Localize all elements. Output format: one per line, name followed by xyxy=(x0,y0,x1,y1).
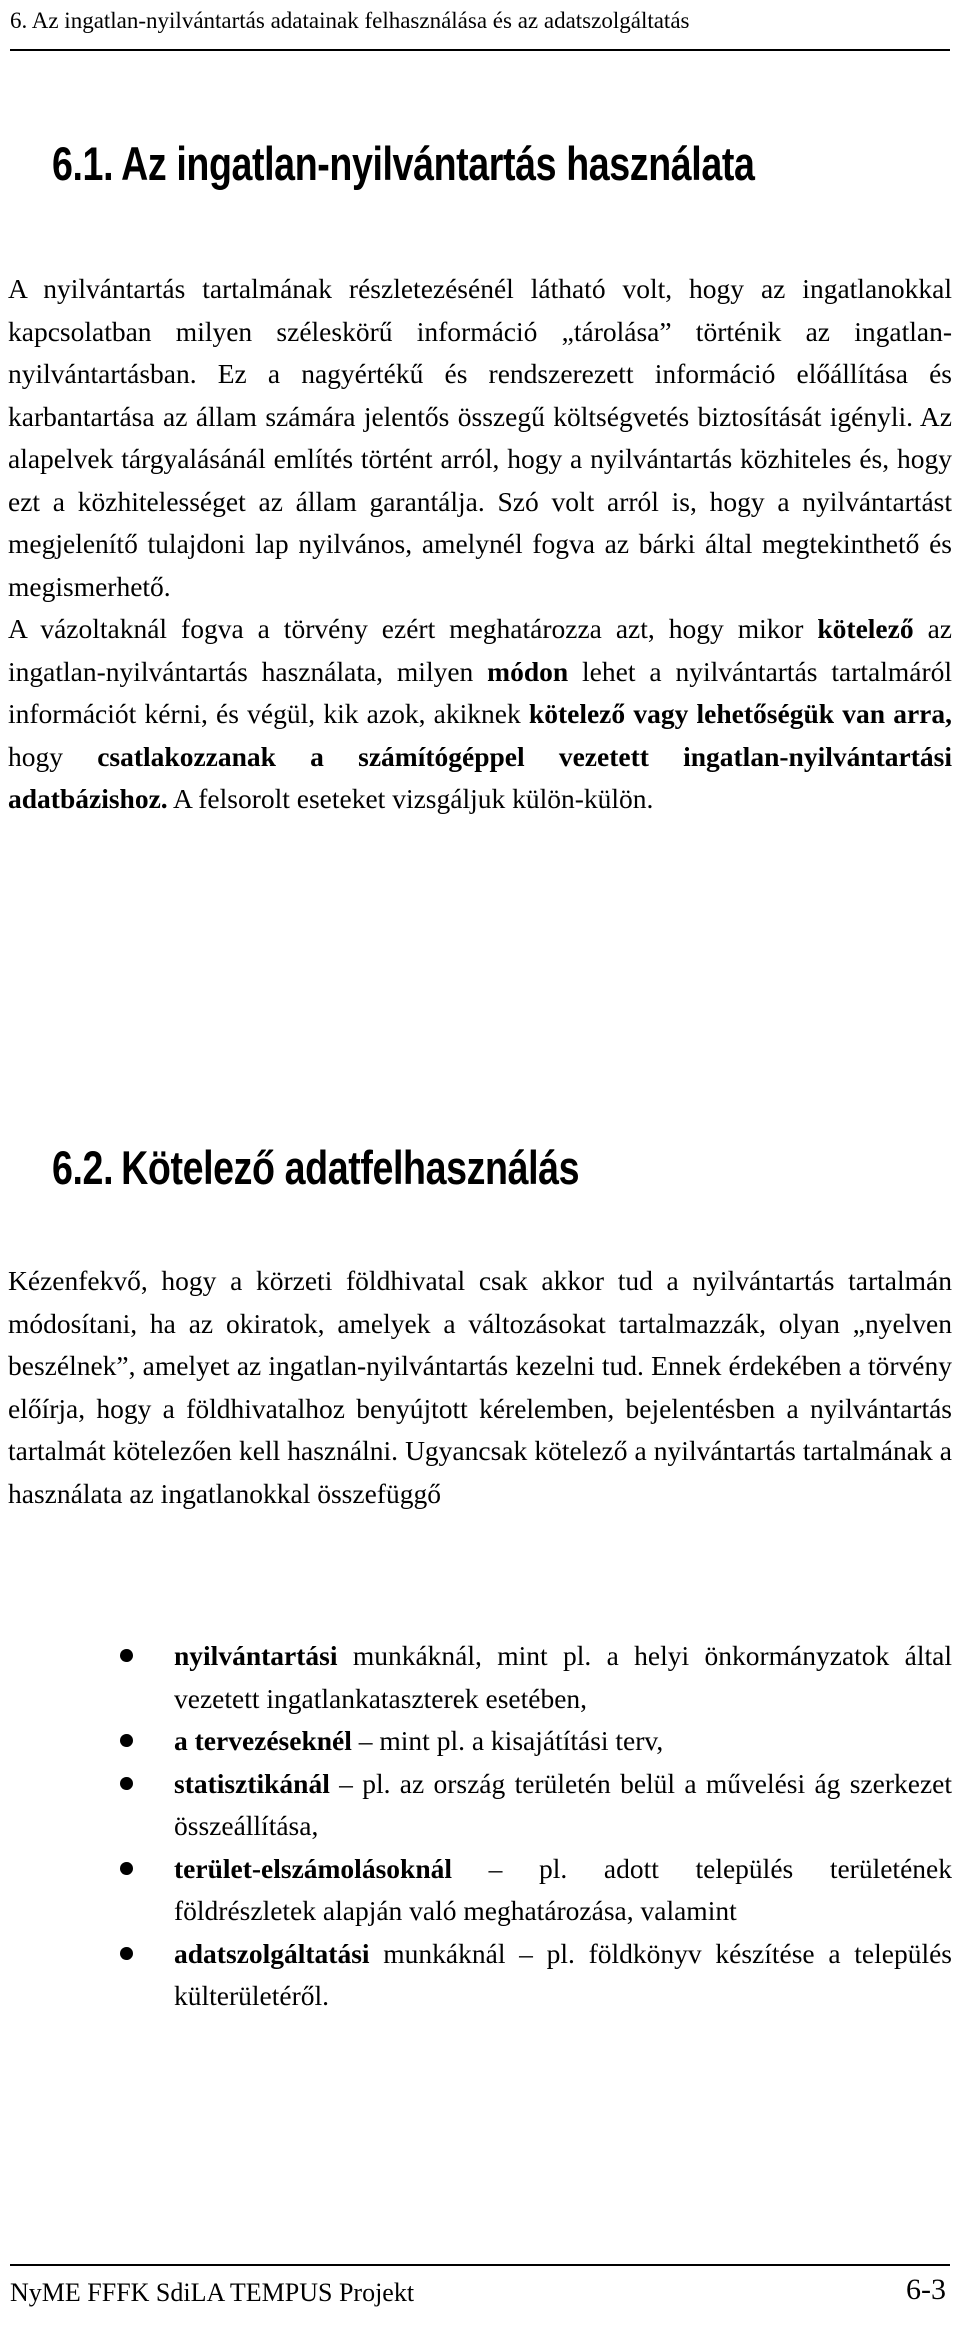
text-run: A felsorolt eseteket vizsgáljuk külön-külön. xyxy=(167,783,654,814)
section-heading-6-2 xyxy=(52,1140,579,1196)
text-run: hogy xyxy=(8,740,98,772)
emphasis: kötelező xyxy=(817,613,914,644)
bullet-icon xyxy=(120,1649,133,1662)
list-item-term: statisztikánál xyxy=(174,1767,330,1799)
list-item xyxy=(8,1720,952,1763)
footer-rule xyxy=(10,2264,950,2266)
text-run: az ingatlan-nyilvántartás használata, milyen xyxy=(8,613,952,687)
paragraph-1: A nyilvántartás tartalmának részletezésénél látható volt, hogy az ingatlanokkal kapcsolatban milyen széleskörű információ „tárolása” történik az ingatlan-nyilvántartásban. Ez a nagyértékű és rendszerezett információ előállítása és karbantartása az állam számára jelentős összegű költségvetés biztosítását igényli. Az alapelvek tárgyalásánál említés történt arról, hogy a nyilvántartás közhiteles és, hogy ezt a közhitelességet az állam garantálja. Szó volt arról is, hogy a nyilvántartást megjelenítő tulajdoni lap nyilvános, amelynél fogva az bárki által megtekinthető és megismerhető. xyxy=(8,273,952,602)
text-run: lehet a nyilvántartás tartalmáról információt kérni, és végül, kik azok, akiknek xyxy=(8,655,952,729)
section-title-text: Az ingatlan-nyilvántartás használata xyxy=(121,137,755,190)
section-number: 6.1. xyxy=(52,137,114,190)
list-item-text: – pl. az ország területén belül a művelési ág szerkezet összeállítása, xyxy=(174,1767,952,1841)
section-heading-6-1 xyxy=(52,136,754,192)
section-6-1-body xyxy=(8,268,952,821)
list-item-term: nyilvántartási xyxy=(174,1640,338,1671)
text-run: A vázoltaknál fogva a törvény ezért meghatározza azt, hogy mikor xyxy=(8,613,818,644)
list-item xyxy=(8,1933,952,2018)
bullet-icon xyxy=(120,1777,133,1790)
header-rule xyxy=(10,49,950,51)
list-item-text: – mint pl. a kisajátítási terv, xyxy=(351,1725,664,1756)
bullet-icon xyxy=(120,1947,133,1960)
section-title-text: Kötelező adatfelhasználás xyxy=(121,1141,580,1194)
bullet-icon xyxy=(120,1862,133,1875)
list-item xyxy=(8,1848,952,1933)
list-item-text: munkáknál – pl. földkönyv készítése a település külterületéről. xyxy=(174,1937,952,2011)
list-item-term: a tervezéseknél xyxy=(174,1725,352,1756)
bullet-icon xyxy=(120,1734,133,1747)
emphasis: kötelező vagy lehetőségük van arra, xyxy=(528,698,953,729)
usage-list xyxy=(8,1635,952,2018)
emphasis: módon xyxy=(487,655,569,687)
footer-project: NyME FFFK SdiLA TEMPUS Projekt xyxy=(10,2278,415,2307)
page-number: 6-3 xyxy=(906,2273,946,2306)
section-number: 6.2. xyxy=(52,1141,114,1194)
list-item xyxy=(8,1635,952,1720)
emphasis: csatlakozzanak a számítógéppel vezetett ingatlan-nyilvántartási adatbázishoz. xyxy=(8,740,953,814)
list-item xyxy=(8,1763,952,1848)
list-item-text: munkáknál, mint pl. a helyi önkormányzatok által vezetett ingatlankataszterek esetében, xyxy=(174,1640,952,1714)
section-6-2-body: Kézenfekvő, hogy a körzeti földhivatal csak akkor tud a nyilvántartás tartalmán módosítani, ha az okiratok, amelyek a változásokat tartalmazzák, olyan „nyelven beszélnek”, amelyet az ingatlan-nyilvántartás kezelni tud. Ennek érdekében a törvény előírja, hogy a földhivatalhoz benyújtott kérelemben, bejelentésben a nyilvántartás tartalmát kötelezően kell használni. Ugyancsak kötelező a nyilvántartás tartalmának a használata az ingatlanokkal összefüggő xyxy=(8,1265,952,1509)
running-header: 6. Az ingatlan-nyilvántartás adatainak felhasználása és az adatszolgáltatás xyxy=(10,8,690,33)
list-item-text: – pl. adott település területének földrészletek alapján való meghatározása, valamint xyxy=(174,1852,952,1926)
paragraph-2 xyxy=(8,613,952,814)
list-item-term: terület-elszámolásoknál xyxy=(174,1852,453,1884)
list-item-term: adatszolgáltatási xyxy=(174,1937,370,1969)
